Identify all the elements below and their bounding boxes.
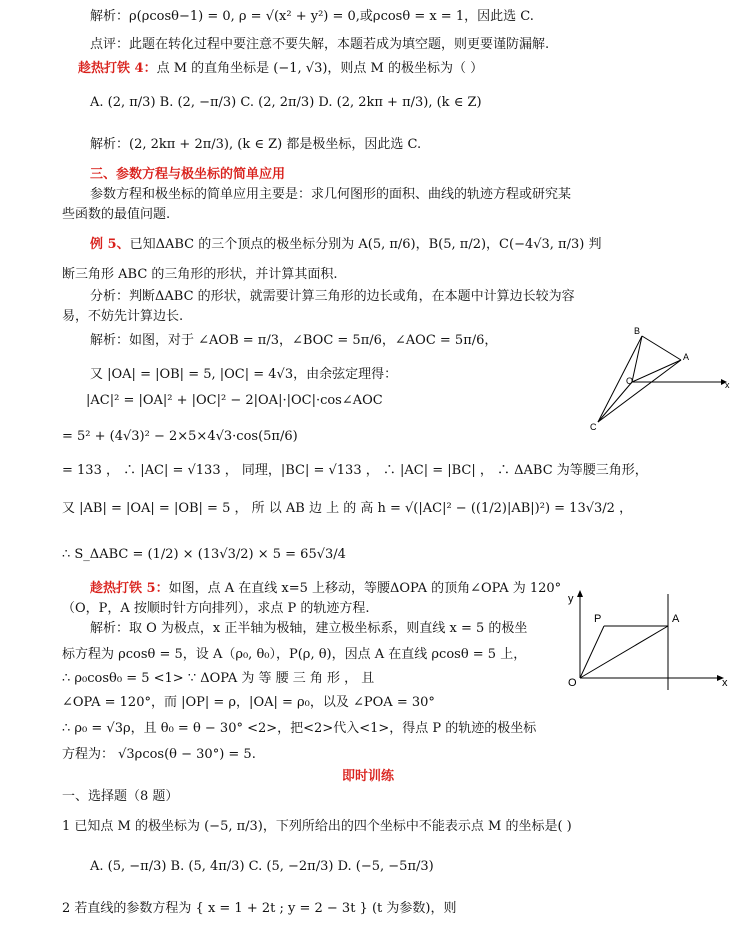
formula-line: 又 |AB| = |OA| = |OB| = 5 ， 所 以 AB 边 上 的 高 h = √(|AC|² − ((1/2)|AB|)²) = 13√3/2 ， — [62, 501, 633, 516]
analysis-line: 易，不妨先计算边长. — [62, 309, 184, 324]
exercise-5-label: 趁热打铁 5： — [90, 581, 169, 596]
label-y: y — [568, 593, 574, 605]
paragraph-line: 些函数的最值问题. — [62, 207, 171, 222]
segment-ac — [598, 360, 681, 422]
analysis-line: 分析：判断ΔABC 的形状，就需要计算三角形的边长或角，在本题中计算边长较为容 — [90, 289, 575, 304]
label-o: O — [626, 376, 634, 386]
label-x: x — [725, 380, 730, 390]
solution-line: 解析：(2, 2kπ + 2π/3), (k ∈ Z) 都是极坐标，因此选 C. — [90, 137, 422, 152]
label-b: B — [634, 326, 641, 336]
example-5-label: 例 5、 — [90, 237, 130, 252]
paragraph-line: 参数方程和极坐标的简单应用主要是：求几何图形的面积、曲线的轨迹方程或研究某 — [90, 187, 572, 202]
comment-line: 点评：此题在转化过程中要注意不要失解，本题若成为填空题，则更要谨防漏解. — [90, 37, 550, 52]
question-1: 1 已知点 M 的极坐标为 (−5, π/3)，下列所给出的四个坐标中不能表示点 M 的坐标是( ) — [62, 819, 572, 834]
label-p: P — [594, 613, 602, 625]
solution-line: ∠OPA = 120°，而 |OP| = ρ，|OA| = ρ₀，以及 ∠POA = 30° — [62, 695, 435, 710]
solution-line: 解析：如图，对于 ∠AOB = π/3，∠BOC = 5π/6，∠AOC = 5π/6， — [90, 333, 498, 348]
segment-bc — [598, 336, 642, 422]
paragraph-line: 断三角形 ABC 的三角形的形状，并计算其面积. — [62, 267, 338, 282]
exercise-5-line — [90, 580, 561, 597]
solution-line: ∴ ρ₀ = √3ρ，且 θ₀ = θ − 30° <2>，把<2>代入<1>，得点 P 的轨迹的极坐标 — [62, 721, 537, 736]
formula-line: = 5² + (4√3)² − 2×5×4√3·cos(5π/6) — [62, 429, 298, 444]
trajectory-figure — [562, 586, 734, 698]
example-5-line — [90, 236, 601, 253]
exercise-4-text: 点 M 的直角坐标是 (−1, √3)，则点 M 的极坐标为（ ） — [156, 61, 484, 76]
segment-op — [580, 626, 604, 678]
exercise-4-label: 趁热打铁 4： — [78, 61, 157, 76]
practice-heading: 即时训练 — [341, 769, 394, 784]
section-title: 一、选择题（8 题） — [62, 789, 179, 804]
exercise-5-text: 如图，点 A 在直线 x=5 上移动，等腰ΔOPA 的顶角∠OPA 为 120° — [168, 581, 562, 596]
exercise-4-line — [78, 60, 483, 77]
example-5-text: 已知ΔABC 的三个顶点的极坐标分别为 A(5, π/6)，B(5, π/2)，C(−4√3, π/3) 判 — [129, 237, 602, 252]
solution-line: 方程为： √3ρcos(θ − 30°) = 5. — [62, 747, 256, 762]
formula-line: = 133 ， ∴ |AC| = √133 ， 同理，|BC| = √133 ， ∴ |AC| = |BC| ， ∴ ΔABC 为等腰三角形， — [62, 463, 648, 478]
label-x: x — [722, 677, 728, 689]
paragraph-line: （O，P，A 按顺时针方向排列），求点 P 的轨迹方程. — [62, 601, 370, 616]
section-heading: 三、参数方程与极坐标的简单应用 — [90, 167, 286, 182]
formula-line: |AC|² = |OA|² + |OC|² − 2|OA|·|OC|·cos∠AOC — [86, 393, 383, 408]
formula-line: ∴ S_ΔABC = (1/2) × (13√3/2) × 5 = 65√3/4 — [62, 547, 346, 562]
question-2: 2 若直线的参数方程为 { x = 1 + 2t ; y = 2 − 3t } (t 为参数)，则 — [62, 901, 457, 916]
triangle-figure — [586, 322, 734, 434]
options-line: A. (2, π/3) B. (2, −π/3) C. (2, 2π/3) D. (2, 2kπ + π/3), (k ∈ Z) — [90, 95, 482, 110]
y-axis-arrow — [577, 590, 583, 597]
label-o: O — [568, 677, 577, 689]
question-1-options: A. (5, −π/3) B. (5, 4π/3) C. (5, −2π/3) D. (−5, −5π/3) — [90, 859, 434, 874]
solution-line: 标方程为 ρcosθ = 5，设 A（ρ₀, θ₀），P(ρ, θ)，因点 A 在直线 ρcosθ = 5 上， — [62, 647, 527, 662]
label-a: A — [683, 352, 690, 362]
solution-line: 解析：ρ(ρcosθ−1) = 0, ρ = √(x² + y²) = 0,或ρcosθ = x = 1，因此选 C. — [90, 9, 534, 24]
segment-ab — [642, 336, 681, 360]
label-a: A — [672, 613, 680, 625]
segment-ob — [632, 336, 642, 382]
segment-oa — [580, 626, 668, 678]
solution-line: ∴ ρ₀cosθ₀ = 5 <1> ∵ ΔOPA 为 等 腰 三 角 形 ， 且 — [62, 671, 375, 686]
solution-line: 解析：取 O 为极点，x 正半轴为极轴，建立极坐标系，则直线 x = 5 的极坐 — [90, 621, 528, 636]
solution-line: 又 |OA| = |OB| = 5, |OC| = 4√3，由余弦定理得： — [90, 367, 398, 382]
label-c: C — [590, 422, 597, 432]
